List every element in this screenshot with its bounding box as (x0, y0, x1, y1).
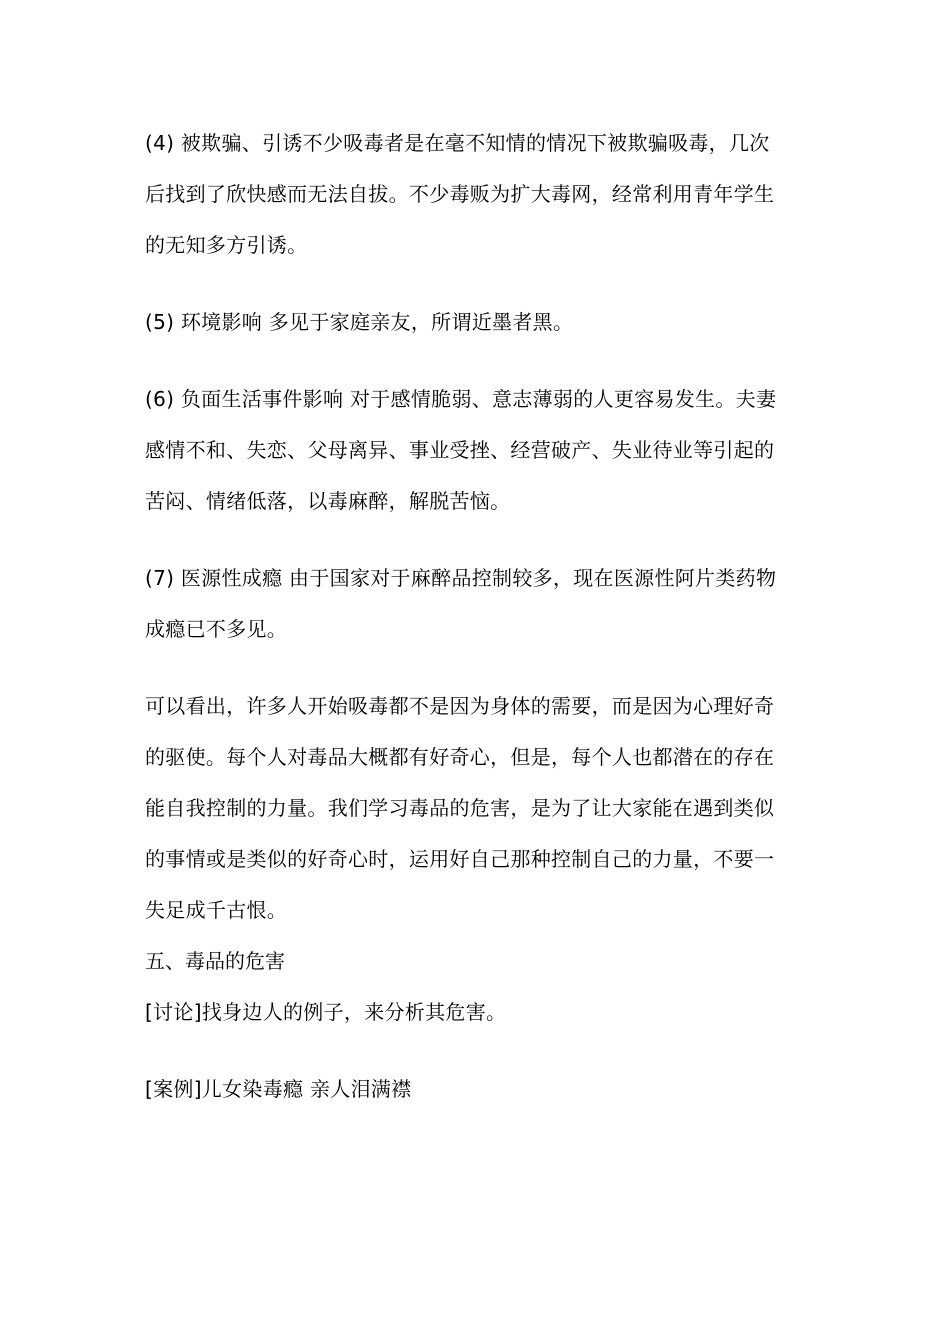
paragraph-4 (145, 118, 810, 271)
paragraph-line: 成瘾已不多见。 (145, 617, 288, 641)
document-body (145, 118, 810, 1115)
discussion-line: [讨论]找身边人的例子，来分析其危害。 (145, 1000, 507, 1024)
paragraph-line: 苦闷、情绪低落，以毒麻醉，解脱苦恼。 (145, 489, 511, 513)
paragraph-line: (7) 医源性成瘾 由于国家对于麻醉品控制较多，现在医源性阿片类药物 (145, 566, 777, 590)
paragraph-7 (145, 553, 810, 655)
paragraph-line: 的无知多方引诱。 (145, 233, 308, 257)
paragraph-line: 失足成千古恨。 (145, 898, 288, 922)
paragraph-line: 的驱使。每个人对毒品大概都有好奇心，但是，每个人也都潜在的存在 (145, 745, 775, 769)
paragraph-line: (4) 被欺骗、引诱不少吸毒者是在毫不知情的情况下被欺骗吸毒，几次 (145, 131, 770, 155)
paragraph-5 (145, 297, 810, 348)
summary-paragraph (145, 681, 810, 936)
paragraph-line: (6) 负面生活事件影响 对于感情脆弱、意志薄弱的人更容易发生。夫妻 (145, 387, 777, 411)
paragraph-line: 的事情或是类似的好奇心时，运用好自己那种控制自己的力量，不要一 (145, 847, 775, 871)
paragraph-line: 感情不和、失恋、父母离异、事业受挫、经营破产、失业待业等引起的 (145, 438, 775, 462)
paragraph-line: 能自我控制的力量。我们学习毒品的危害，是为了让大家能在遇到类似 (145, 796, 775, 820)
section-heading: 五、毒品的危害 (145, 949, 285, 973)
paragraph-6 (145, 374, 810, 527)
case-title: [案例]儿女染毒瘾 亲人泪满襟 (145, 1077, 412, 1101)
paragraph-line: 可以看出，许多人开始吸毒都不是因为身体的需要，而是因为心理好奇 (145, 694, 775, 718)
paragraph-line: 后找到了欣快感而无法自拔。不少毒贩为扩大毒网，经常利用青年学生 (145, 182, 775, 206)
paragraph-line: (5) 环境影响 多见于家庭亲友，所谓近墨者黑。 (145, 310, 574, 334)
